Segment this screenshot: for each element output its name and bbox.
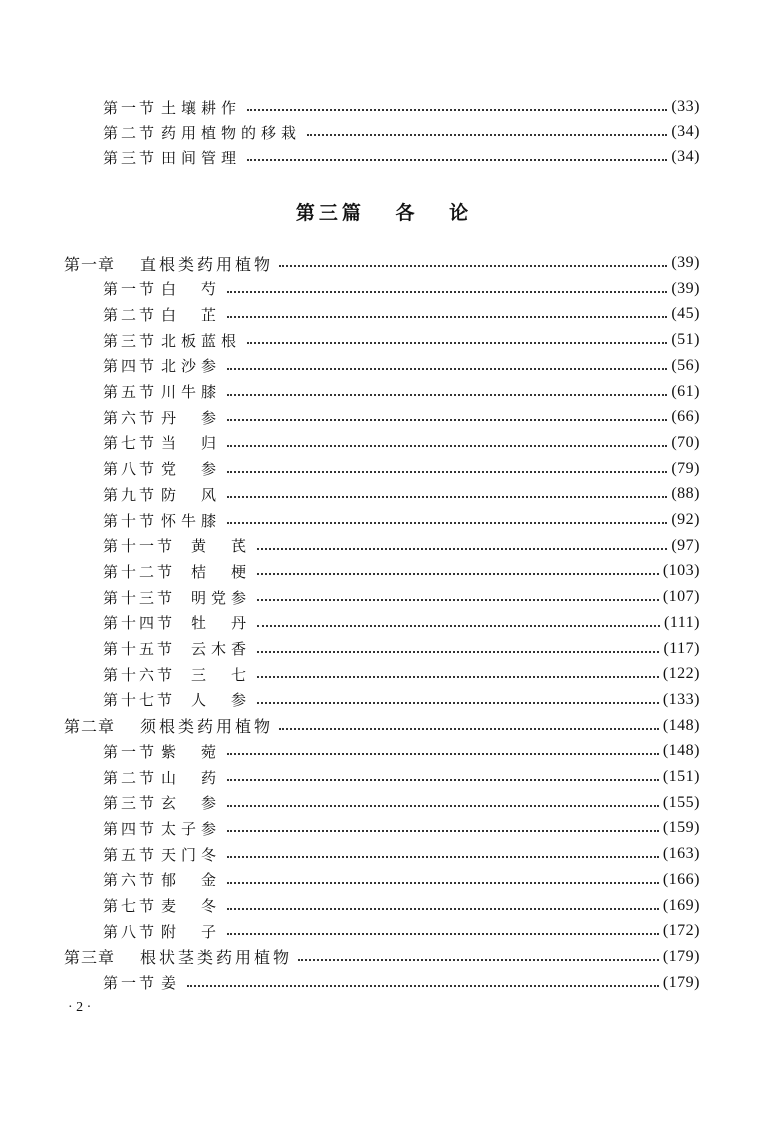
entry-label: 第三章 bbox=[64, 948, 116, 968]
entry-label: 第五节 bbox=[103, 845, 158, 864]
entry-label: 第九节 bbox=[103, 485, 158, 504]
entry-title: 郁 金 bbox=[161, 871, 222, 890]
entry-page: (51) bbox=[671, 331, 700, 349]
entry-title: 根状茎类药用植物 bbox=[140, 948, 293, 968]
entry-label: 第二节 bbox=[103, 123, 158, 142]
entry-page: (66) bbox=[671, 408, 700, 426]
entry-page: (45) bbox=[671, 305, 700, 323]
entry-page: (122) bbox=[662, 665, 700, 683]
toc-section-entry[interactable] bbox=[103, 483, 700, 505]
toc-section-entry[interactable] bbox=[103, 972, 700, 994]
toc-section-entry[interactable] bbox=[103, 146, 700, 168]
entry-page: (56) bbox=[671, 356, 700, 374]
entry-title: 直根类药用植物 bbox=[140, 254, 274, 274]
entry-page: (33) bbox=[671, 98, 700, 115]
entry-title: 田间管理 bbox=[161, 148, 242, 167]
entry-label: 第十一节 bbox=[103, 537, 176, 556]
entry-title: 药用植物的移栽 bbox=[161, 123, 302, 142]
entry-label: 第十七节 bbox=[103, 691, 176, 710]
entry-title: 玄 参 bbox=[161, 794, 222, 813]
entry-page: (70) bbox=[671, 433, 700, 451]
dot-leader bbox=[227, 406, 671, 428]
dot-leader bbox=[257, 689, 663, 711]
toc-section-entry[interactable] bbox=[103, 535, 700, 557]
entry-page: (111) bbox=[664, 613, 700, 631]
entry-title: 当 归 bbox=[161, 434, 222, 453]
entry-label: 第六节 bbox=[103, 871, 158, 890]
entry-title: 川牛膝 bbox=[161, 383, 222, 401]
entry-label: 第十三节 bbox=[103, 588, 176, 607]
entry-label: 第六节 bbox=[103, 408, 158, 427]
entry-label: 第七节 bbox=[103, 434, 158, 453]
toc-chapter-entry[interactable] bbox=[64, 715, 700, 737]
entry-page: (107) bbox=[662, 588, 700, 606]
dot-leader bbox=[227, 766, 663, 788]
toc-section-entry[interactable] bbox=[103, 458, 700, 480]
toc-section-entry[interactable] bbox=[103, 381, 700, 403]
dot-leader bbox=[257, 535, 671, 557]
dot-leader bbox=[307, 121, 671, 143]
entry-label: 第三节 bbox=[103, 148, 158, 167]
toc-section-entry[interactable] bbox=[103, 663, 700, 685]
toc-section-entry[interactable] bbox=[103, 355, 700, 377]
entry-label: 第二节 bbox=[103, 768, 158, 787]
toc-section-entry[interactable] bbox=[103, 869, 700, 891]
entry-title: 须根类药用植物 bbox=[140, 717, 274, 737]
entry-label: 第一节 bbox=[103, 98, 158, 117]
dot-leader bbox=[279, 252, 671, 274]
toc-section-entry[interactable] bbox=[103, 278, 700, 300]
entry-page: (79) bbox=[671, 459, 700, 477]
dot-leader bbox=[247, 329, 671, 351]
entry-title: 三 七 bbox=[191, 665, 252, 684]
entry-label: 第十二节 bbox=[103, 562, 176, 581]
entry-title: 山 药 bbox=[161, 768, 222, 787]
part-number: 第三篇 bbox=[295, 202, 365, 224]
entry-page: (39) bbox=[671, 279, 700, 297]
toc-section-entry[interactable] bbox=[103, 96, 700, 118]
dot-leader bbox=[298, 946, 663, 968]
entry-label: 第八节 bbox=[103, 922, 158, 941]
entry-page: (148) bbox=[662, 742, 700, 760]
entry-label: 第一章 bbox=[64, 254, 116, 274]
entry-page: (34) bbox=[671, 123, 700, 140]
entry-page: (103) bbox=[662, 562, 700, 580]
entry-title: 北沙参 bbox=[161, 357, 222, 376]
entry-label: 第十四节 bbox=[103, 614, 176, 633]
dot-leader bbox=[227, 303, 671, 325]
entry-label: 第二节 bbox=[103, 305, 158, 324]
entry-title: 防 风 bbox=[161, 485, 222, 504]
toc-section-entry[interactable] bbox=[103, 920, 700, 942]
toc-section-entry[interactable] bbox=[103, 586, 700, 608]
toc-chapter-entry[interactable] bbox=[64, 946, 700, 968]
dot-leader bbox=[227, 509, 671, 531]
entry-label: 第一节 bbox=[103, 742, 158, 761]
dot-leader bbox=[227, 355, 671, 377]
toc-section-entry[interactable] bbox=[103, 895, 700, 917]
dot-leader bbox=[227, 843, 663, 865]
page-number: · 2 · bbox=[68, 1000, 92, 1015]
entry-label: 第五节 bbox=[103, 383, 158, 401]
entry-label: 第十六节 bbox=[103, 665, 176, 684]
entry-label: 第七节 bbox=[103, 897, 158, 915]
dot-leader bbox=[227, 740, 663, 762]
toc-section-entry[interactable] bbox=[103, 303, 700, 325]
dot-leader bbox=[227, 920, 663, 942]
entry-title: 白 芷 bbox=[161, 305, 222, 324]
entry-page: (133) bbox=[662, 690, 700, 708]
entry-label: 第四节 bbox=[103, 819, 158, 838]
part-title bbox=[0, 198, 768, 225]
entry-page: (166) bbox=[662, 870, 700, 888]
toc-section-entry[interactable] bbox=[103, 740, 700, 762]
entry-page: (88) bbox=[671, 485, 700, 503]
entry-page: (92) bbox=[671, 511, 700, 528]
toc-section-entry[interactable] bbox=[103, 638, 700, 660]
entry-page: (39) bbox=[671, 254, 700, 271]
toc-section-entry[interactable] bbox=[103, 329, 700, 351]
toc-section-entry[interactable] bbox=[103, 432, 700, 454]
toc-section-entry[interactable] bbox=[103, 843, 700, 865]
entry-title: 北板蓝根 bbox=[161, 331, 242, 350]
toc-section-entry[interactable] bbox=[103, 406, 700, 428]
part-name-2: 论 bbox=[449, 202, 473, 224]
dot-leader bbox=[227, 483, 671, 505]
entry-label: 第四节 bbox=[103, 357, 158, 376]
toc-section-entry[interactable] bbox=[103, 792, 700, 814]
entry-title: 紫 菀 bbox=[161, 742, 222, 761]
toc-section-entry[interactable] bbox=[103, 612, 700, 634]
dot-leader bbox=[257, 612, 664, 634]
dot-leader bbox=[227, 792, 663, 814]
dot-leader bbox=[257, 638, 663, 660]
entry-page: (159) bbox=[662, 819, 700, 837]
entry-page: (163) bbox=[662, 845, 700, 863]
entry-page: (117) bbox=[663, 639, 700, 657]
entry-label: 第三节 bbox=[103, 331, 158, 350]
entry-title: 明党参 bbox=[191, 588, 252, 607]
toc-section-entry[interactable] bbox=[103, 766, 700, 788]
toc-section-entry[interactable] bbox=[103, 560, 700, 582]
entry-page: (151) bbox=[662, 768, 700, 785]
toc-section-entry[interactable] bbox=[103, 817, 700, 839]
toc-chapter-entry[interactable] bbox=[64, 252, 700, 274]
entry-page: (179) bbox=[662, 973, 700, 991]
entry-title: 麦 冬 bbox=[161, 897, 222, 915]
entry-title: 附 子 bbox=[161, 922, 222, 941]
entry-label: 第二章 bbox=[64, 717, 116, 737]
entry-title: 土壤耕作 bbox=[161, 98, 242, 117]
entry-title: 太子参 bbox=[161, 819, 222, 838]
dot-leader bbox=[257, 586, 663, 608]
dot-leader bbox=[247, 96, 671, 118]
entry-title: 白 芍 bbox=[161, 280, 222, 299]
dot-leader bbox=[227, 381, 671, 403]
entry-title: 桔 梗 bbox=[191, 562, 252, 581]
entry-title: 丹 参 bbox=[161, 408, 222, 427]
dot-leader bbox=[187, 972, 663, 994]
entry-label: 第三节 bbox=[103, 794, 158, 813]
entry-title: 云木香 bbox=[191, 640, 252, 658]
toc-section-entry[interactable] bbox=[103, 689, 700, 711]
entry-label: 第十五节 bbox=[103, 640, 176, 658]
part-name-1: 各 bbox=[395, 202, 419, 224]
entry-page: (34) bbox=[671, 148, 700, 165]
entry-page: (61) bbox=[671, 382, 700, 400]
entry-page: (148) bbox=[662, 716, 700, 734]
entry-page: (179) bbox=[662, 947, 700, 965]
dot-leader bbox=[227, 869, 663, 891]
dot-leader bbox=[227, 458, 671, 480]
toc-section-entry[interactable] bbox=[103, 121, 700, 143]
entry-label: 第一节 bbox=[103, 974, 158, 993]
dot-leader bbox=[257, 663, 663, 685]
entry-label: 第八节 bbox=[103, 460, 158, 479]
entry-page: (97) bbox=[671, 536, 700, 554]
entry-title: 怀牛膝 bbox=[161, 511, 222, 530]
dot-leader bbox=[227, 817, 663, 839]
entry-label: 第一节 bbox=[103, 280, 158, 299]
dot-leader bbox=[227, 432, 671, 454]
dot-leader bbox=[257, 560, 663, 582]
entry-title: 天门冬 bbox=[161, 845, 222, 864]
entry-page: (172) bbox=[662, 922, 700, 940]
dot-leader bbox=[247, 146, 671, 168]
entry-title: 人 参 bbox=[191, 691, 252, 710]
dot-leader bbox=[227, 895, 663, 917]
dot-leader bbox=[279, 715, 663, 737]
toc-section-entry[interactable] bbox=[103, 509, 700, 531]
entry-title: 牡 丹 bbox=[191, 614, 252, 633]
entry-label: 第十节 bbox=[103, 511, 158, 530]
dot-leader bbox=[227, 278, 671, 300]
entry-title: 党 参 bbox=[161, 460, 222, 479]
entry-title: 黄 芪 bbox=[191, 537, 252, 556]
entry-page: (155) bbox=[662, 793, 700, 811]
entry-title: 姜 bbox=[161, 974, 182, 993]
entry-page: (169) bbox=[662, 896, 700, 914]
